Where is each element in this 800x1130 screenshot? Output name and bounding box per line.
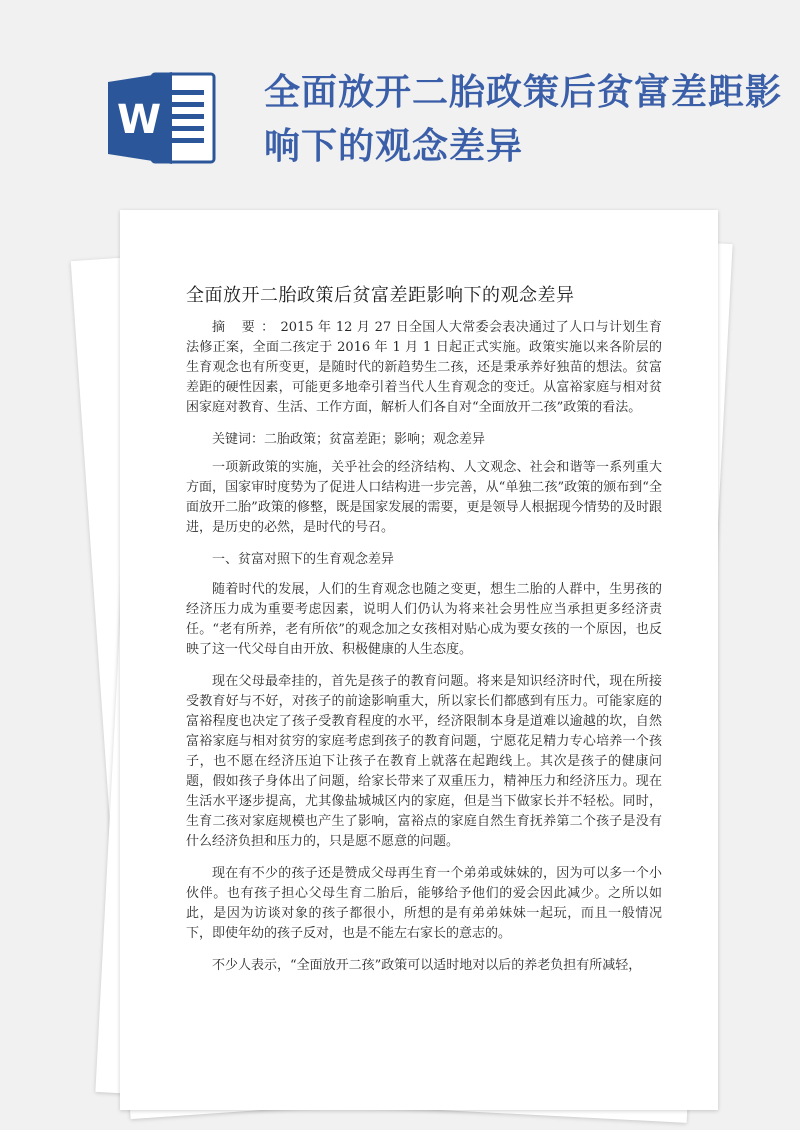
paragraph-1: 一项新政策的实施，关乎社会的经济结构、人文观念、社会和谐等一系列重大方面，国家审时度势为了促进人口结构进一步完善，从“单独二孩”政策的颁布到“全面放开二胎”政策的修整，既是国家发展的需要，更是领导人根据现今情势的及时跟进，是历史的必然，是时代的号召。 <box>186 460 662 535</box>
paragraph-4: 现在有不少的孩子还是赞成父母再生育一个弟弟或妹妹的，因为可以多一个小伙伴。也有孩子担心父母生育二胎后，能够给予他们的爱会因此减少。之所以如此，是因为访谈对象的孩子都很小，所想的是有弟弟妹妹一起玩，而且一般情况下，即使年幼的孩子反对，也是不能左右家长的意志的。 <box>186 866 662 941</box>
abstract-label: 摘 要： <box>212 320 281 335</box>
paragraph-2: 随着时代的发展，人们的生育观念也随之变更，想生二胎的人群中，生男孩的经济压力成为重要考虑因素，说明人们仍认为将来社会男性应当承担更多经济责任。“老有所养，老有所依”的观念加之女孩相对贴心成为要女孩的一个原因，也反映了这一代父母自由开放、积极健康的人生态度。 <box>186 582 662 657</box>
section-heading-1: 一、贫富对照下的生育观念差异 <box>212 552 395 567</box>
word-document-icon <box>108 70 218 166</box>
paragraph-5: 不少人表示，“全面放开二孩”政策可以适时地对以后的养老负担有所减轻， <box>212 958 642 973</box>
abstract-paragraph <box>186 318 662 418</box>
word-icon-letter: W <box>116 97 162 143</box>
page-title: 全面放开二胎政策后贫富差距影响下的观念差异 <box>264 72 783 167</box>
document-title: 全面放开二胎政策后贫富差距影响下的观念差异 <box>186 285 575 306</box>
document-body <box>186 318 662 988</box>
document-page <box>120 210 718 1110</box>
abstract-text: 2015 年 12 月 27 日全国人大常委会表决通过了人口与计划生育法修正案，全面二孩定于 2016 年 1 月 1 日起正式实施。政策实施以来各阶层的生育观念也有所变更，是随时代的新趋势生二孩，还是秉承养好独苗的想法。贫富差距的硬性因素，可能更多地牵引着当代人生育观念的变迁。从富裕家庭与相对贫困家庭对教育、生活、工作方面，解析人们各自对“全面放开二孩”政策的看法。 <box>186 320 662 415</box>
paragraph-3: 现在父母最牵挂的，首先是孩子的教育问题。将来是知识经济时代，现在所接受教育好与不好，对孩子的前途影响重大，所以家长们都感到有压力。可能家庭的富裕程度也决定了孩子受教育程度的水平，经济限制本身是道难以逾越的坎，自然富裕家庭与相对贫穷的家庭考虑到孩子的教育问题，宁愿花足精力专心培养一个孩子，也不愿在经济压迫下让孩子在教育上就落在起跑线上。其次是孩子的健康问题，假如孩子身体出了问题，给家长带来了双重压力，精神压力和经济压力。现在生活水平逐步提高，尤其像盐城城区内的家庭，但是当下做家长并不轻松。同时，生育二孩对家庭规模也产生了影响，富裕点的家庭自然生育抚养第二个孩子是没有什么经济负担和压力的，只是愿不愿意的问题。 <box>186 674 662 849</box>
keywords: 关键词：二胎政策；贫富差距；影响；观念差异 <box>212 432 486 447</box>
